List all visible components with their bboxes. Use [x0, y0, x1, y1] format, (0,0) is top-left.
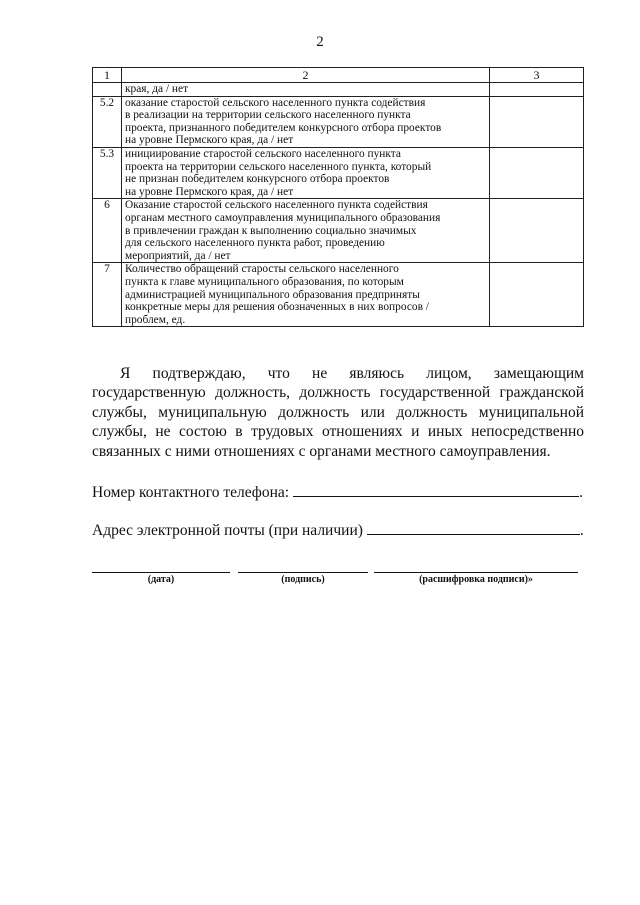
column-header: 1 — [93, 68, 122, 83]
sign-line — [238, 572, 368, 573]
sign-caption: (подпись) — [281, 574, 325, 585]
name-signature-block[interactable] — [374, 572, 578, 602]
table-row — [93, 96, 584, 147]
criterion-value[interactable] — [490, 147, 584, 198]
criterion-text: Количество обращений старосты сельского населенного пункта к главе муниципального образования, по которым администрацией муниципального образования предприняты конкретные меры для решения обозначенных в них вопросов / проблем, ед. — [122, 263, 490, 327]
email-end-dot: . — [579, 522, 584, 539]
row-number — [93, 83, 122, 97]
row-number: 6 — [93, 199, 122, 263]
criterion-text: Оказание старостой сельского населенного пункта содействия органам местного самоуправления муниципального образования в привлечении граждан к выполнению социально значимых для сельского населенного пункта работ, проведению мероприятий, да / нет — [122, 199, 490, 263]
name-line — [374, 572, 578, 573]
table-header-row — [93, 68, 584, 83]
criterion-value[interactable] — [490, 263, 584, 327]
criterion-value[interactable] — [490, 83, 584, 97]
phone-field-row — [92, 481, 583, 502]
email-input-line[interactable] — [367, 519, 580, 535]
criterion-text: инициирование старостой сельского населенного пункта проекта на территории сельского населенного пункта, который не признан победителем конкурсного отбора проектов на уровне Пермского края, да / нет — [122, 147, 490, 198]
phone-label: Номер контактного телефона: — [92, 484, 290, 501]
name-caption: (расшифровка подписи)» — [419, 574, 533, 585]
column-header: 3 — [490, 68, 584, 83]
phone-end-dot: . — [579, 484, 583, 501]
criterion-text: оказание старостой сельского населенного пункта содействия в реализации на территории сельского населенного пункта проекта, признанного победителем конкурсного отбора проектов на уровне Пермского края, да / нет — [122, 96, 490, 147]
sign-signature-block[interactable] — [238, 572, 368, 602]
row-number: 5.3 — [93, 147, 122, 198]
declaration-paragraph: Я подтверждаю, что не являюсь лицом, замещающим государственную должность, должность государственной гражданской службы, муниципальную должность или должность муниципальной службы, не состою в трудовых отношениях и иных непосредственно связанных с ними отношениях с органами местного самоуправления. — [92, 365, 584, 460]
date-line — [92, 572, 230, 573]
criterion-value[interactable] — [490, 199, 584, 263]
date-signature-block[interactable] — [92, 572, 230, 602]
row-number: 5.2 — [93, 96, 122, 147]
row-number: 7 — [93, 263, 122, 327]
phone-input-line[interactable] — [293, 481, 579, 497]
criterion-text: края, да / нет — [122, 83, 490, 97]
table-row — [93, 147, 584, 198]
column-header: 2 — [122, 68, 490, 83]
table-row — [93, 199, 584, 263]
table-row — [93, 83, 584, 97]
criterion-value[interactable] — [490, 96, 584, 147]
email-label: Адрес электронной почты (при наличии) — [92, 522, 363, 539]
criteria-table — [92, 67, 584, 327]
email-field-row — [92, 519, 584, 540]
date-caption: (дата) — [147, 574, 175, 585]
table-row — [93, 263, 584, 327]
page-number: 2 — [316, 34, 324, 50]
